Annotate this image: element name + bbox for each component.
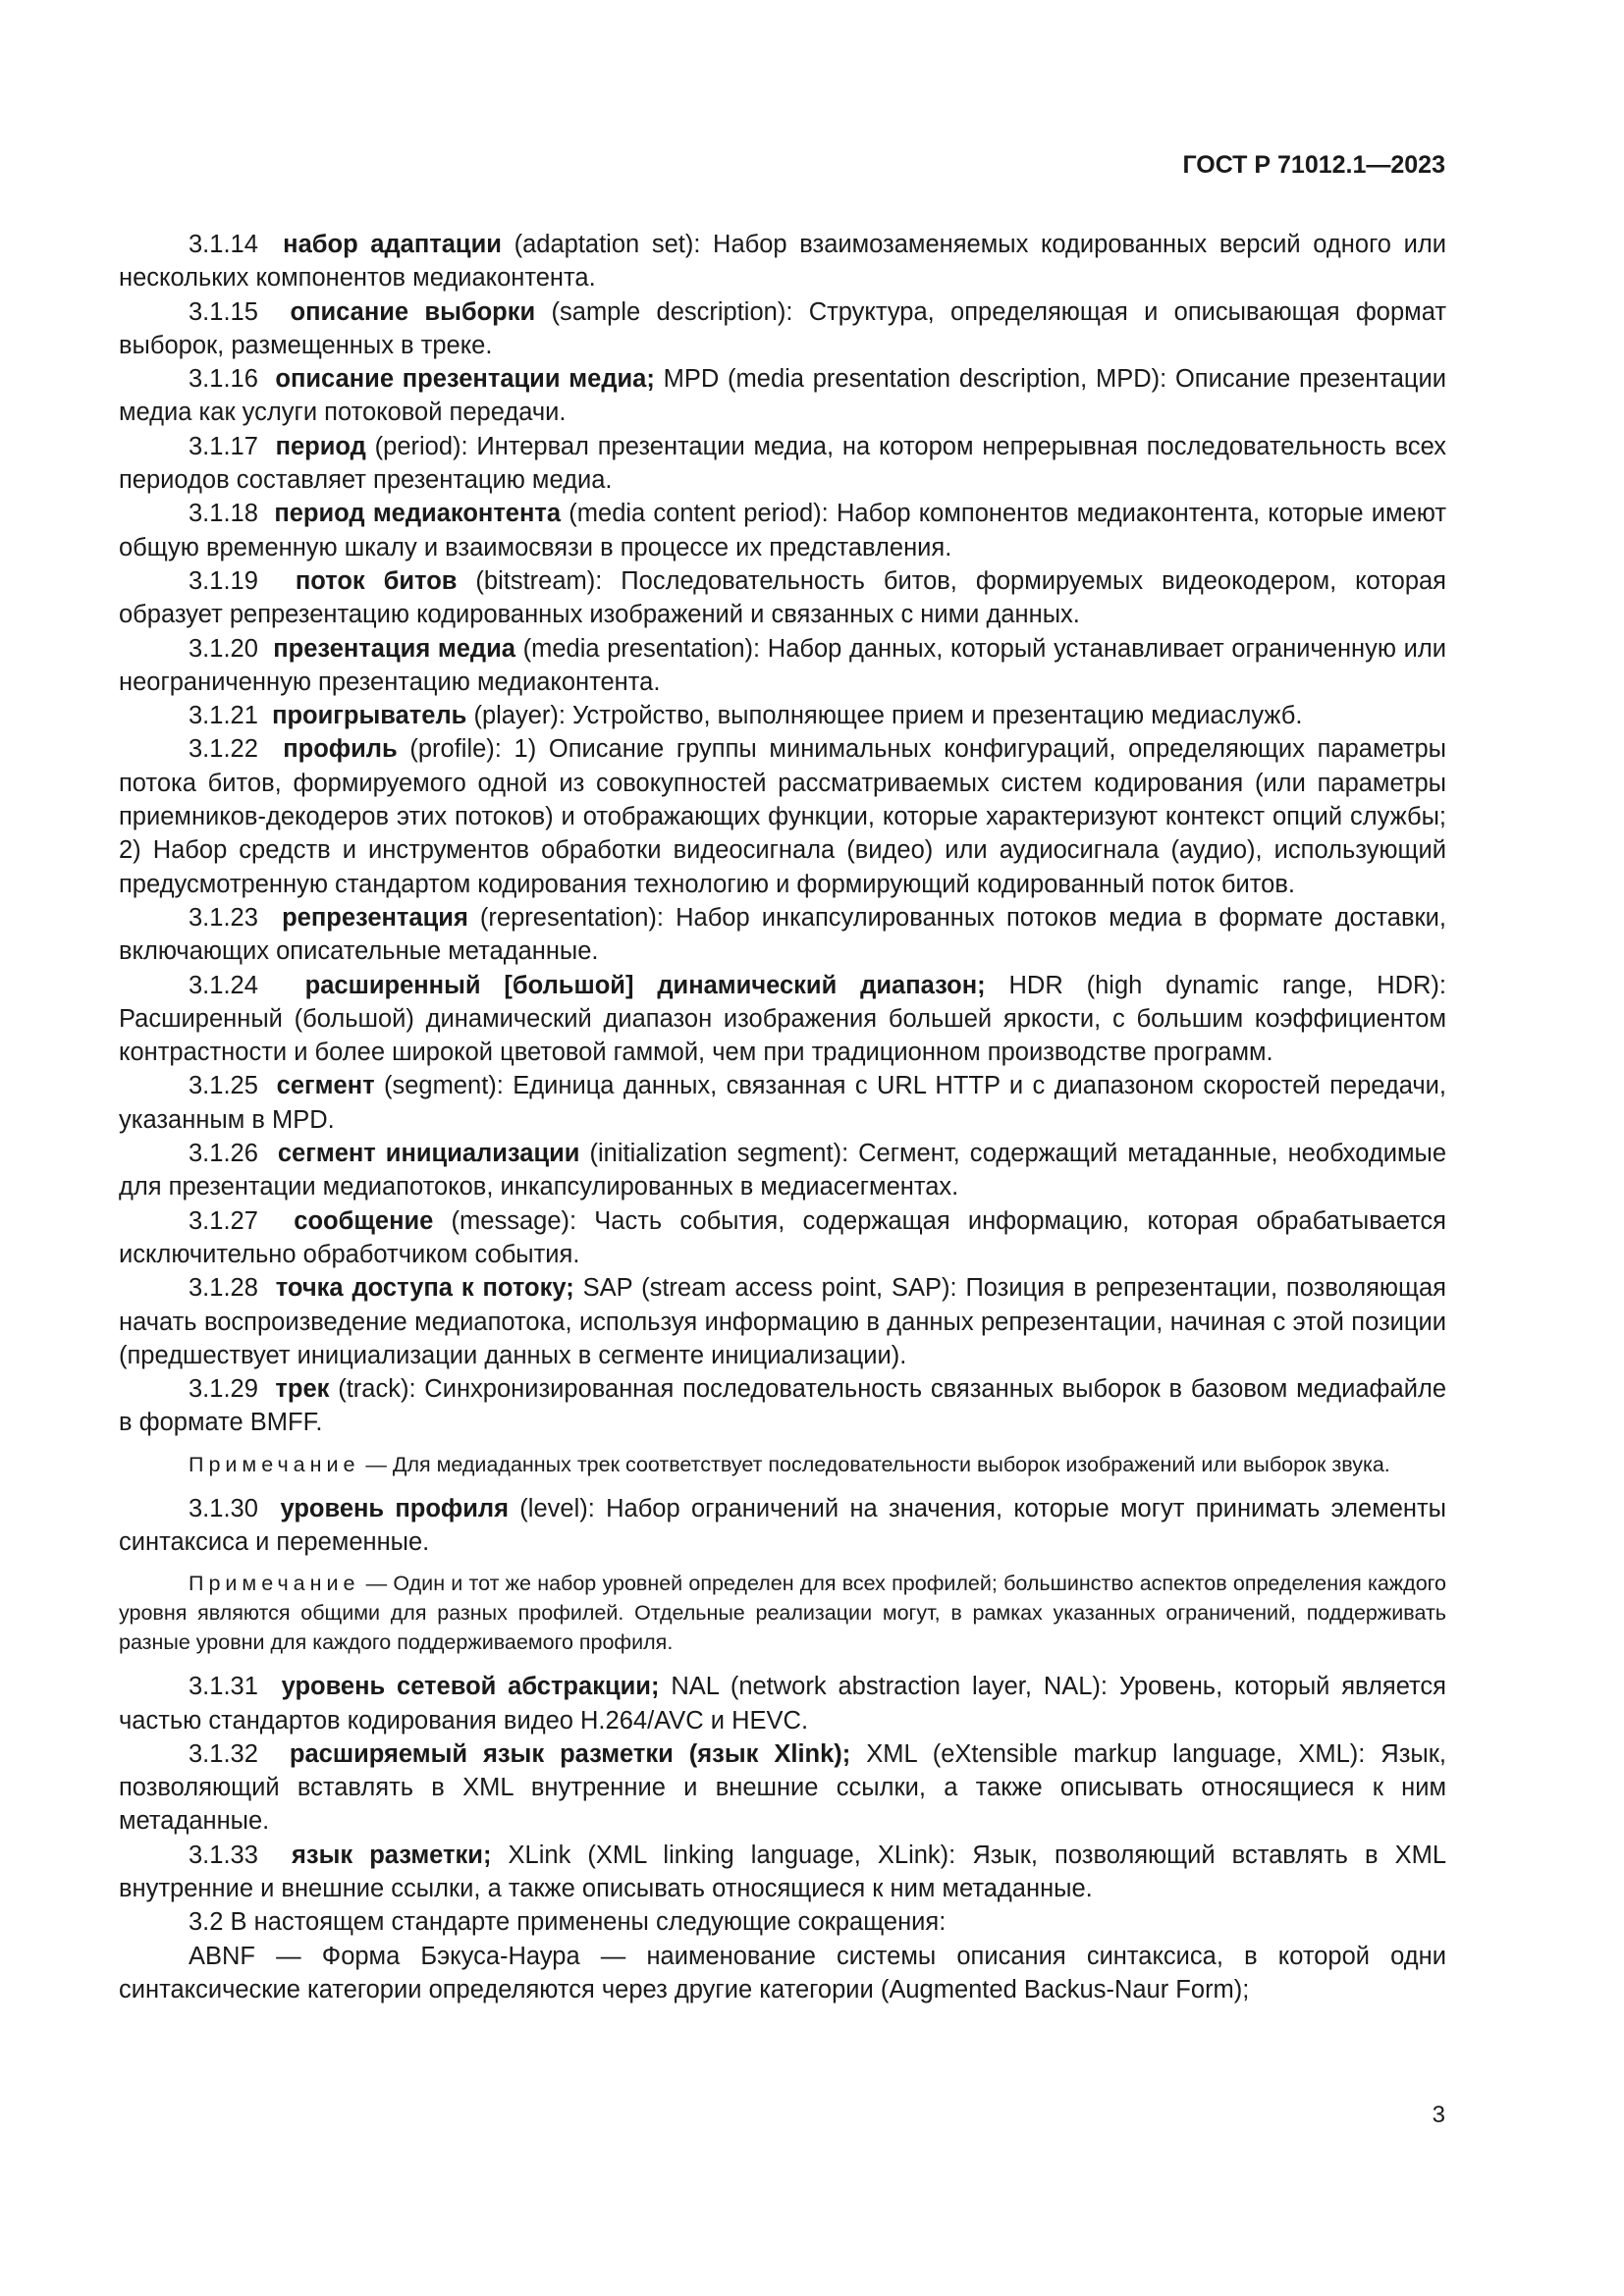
definition-term: поток битов (295, 566, 458, 595)
definition-paragraph (119, 430, 1446, 498)
definition-text: (track): Синхронизированная последовательность связанных выборок в базовом медиафайле в формате BMFF. (119, 1375, 1447, 1437)
document-body (119, 228, 1446, 2006)
definition-term: профиль (283, 735, 398, 764)
definition-paragraph (119, 1271, 1446, 1372)
definition-paragraph (119, 1737, 1446, 1839)
definition-term: описание презентации медиа; (275, 365, 655, 394)
definition-text: (level): Набор ограничений на значения, которые могут принимать элементы синтаксиса и переменные. (119, 1494, 1446, 1556)
definition-term: сообщение (294, 1206, 434, 1235)
definition-paragraph (119, 228, 1446, 295)
definition-number: 3.1.24 (189, 971, 258, 999)
definition-text: NAL (network abstraction layer, NAL): Уровень, который является частью стандартов кодирования видео H.264/AVC и HEVC. (119, 1673, 1446, 1735)
definition-number: 3.1.15 (189, 297, 258, 326)
definition-text: XLink (XML linking language, XLink): Язык, позволяющий вставлять в XML внутренние и внешние ссылки, а также описывать относящиеся к ним метаданные. (119, 1841, 1446, 1903)
definition-paragraph (119, 1670, 1446, 1737)
definition-paragraph (119, 295, 1446, 363)
definition-number: 3.1.20 (189, 634, 258, 663)
note-label: Примечание (189, 1452, 360, 1476)
definition-number: 3.1.29 (189, 1375, 258, 1404)
note-text: — Один и тот же набор уровней определен для всех профилей; большинство аспектов определения каждого уровня являются общими для разных профилей. Отдельные реализации могут, в рамках указанных ограничений, поддерживать разные уровни для каждого поддерживаемого профиля. (119, 1572, 1446, 1655)
definition-text: (sample description): Структура, определяющая и описывающая формат выборок, размещенных в треке. (119, 297, 1447, 359)
definition-text: (segment): Единица данных, связанная с URL HTTP и с диапазоном скоростей передачи, указанным в MPD. (119, 1072, 1447, 1134)
definition-paragraph (119, 901, 1446, 969)
definition-text: (player): Устройство, выполняющее прием и презентацию медиаслужб. (473, 702, 1303, 730)
definition-number: 3.1.16 (189, 365, 258, 394)
definition-paragraph (119, 1204, 1446, 1272)
definition-number: 3.1.28 (189, 1274, 258, 1303)
page-number: 3 (1432, 2102, 1445, 2128)
definition-term: язык разметки; (292, 1841, 492, 1869)
note-label: Примечание (189, 1572, 360, 1596)
document-header: ГОСТ Р 71012.1—2023 (1182, 151, 1445, 179)
definition-term: период (275, 432, 366, 460)
note-paragraph (119, 1569, 1446, 1657)
definition-number: 3.1.33 (189, 1841, 258, 1869)
definition-paragraph (119, 699, 1446, 732)
definition-number: 3.1.14 (189, 231, 258, 258)
definition-number: 3.1.26 (189, 1140, 258, 1168)
definition-number: 3.1.18 (189, 500, 258, 528)
text-paragraph: ABNF — Форма Бэкуса-Наура — наименование системы описания синтаксиса, в которой одни синтаксические категории определяются через другие категории (Augmented Backus-Naur Form); (119, 1942, 1446, 2003)
definition-paragraph (119, 969, 1446, 1070)
definition-term: уровень профиля (280, 1494, 509, 1522)
definition-text: (bitstream): Последовательность битов, формируемых видеокодером, которая образует репрезентацию кодированных изображений и связанных с ними данных. (119, 566, 1446, 629)
definition-paragraph (119, 632, 1446, 700)
definition-text: (media presentation): Набор данных, который устанавливает ограниченную или неограниченную презентацию медиаконтента. (119, 634, 1447, 696)
definition-paragraph (119, 1492, 1446, 1560)
definition-term: сегмент инициализации (277, 1140, 580, 1168)
definition-text: (profile): 1) Описание группы минимальных конфигураций, определяющих параметры потока битов, формируемого одной из совокупностей рассматриваемых систем кодирования (или параметры приемников-декодеров этих потоков) и отображающих функции, которые характеризуют контекст опций службы; 2) Набор средств и инструментов обработки видеосигнала (видео) или аудиосигнала (аудио), использующий предусмотренную стандартом кодирования технологию и формирующий кодированный поток битов. (119, 735, 1447, 898)
definition-term: репрезентация (282, 903, 468, 932)
definition-paragraph (119, 1137, 1446, 1204)
definition-text: HDR (high dynamic range, HDR): Расширенный (большой) динамический диапазон изображения большей яркости, с большим коэффициентом контрастности и более широкой цветовой гаммой, чем при традиционном производстве программ. (119, 971, 1446, 1067)
definition-number: 3.1.32 (189, 1739, 258, 1768)
definition-number: 3.1.30 (189, 1494, 258, 1522)
definition-paragraph (119, 1839, 1446, 1906)
definition-text: (representation): Набор инкапсулированных потоков медиа в формате доставки, включающих описательные метаданные. (119, 903, 1446, 966)
definition-number: 3.1.23 (189, 903, 258, 932)
definition-number: 3.1.31 (189, 1673, 258, 1701)
definition-paragraph (119, 1069, 1446, 1137)
definition-term: уровень сетевой абстракции; (281, 1673, 660, 1701)
definition-text: (adaptation set): Набор взаимозаменяемых кодированных версий одного или нескольких компонентов медиаконтента. (119, 231, 1446, 293)
definition-number: 3.1.22 (189, 735, 258, 764)
note-text: — Для медиаданных трек соответствует последовательности выборок изображений или выборок звука. (359, 1452, 1390, 1476)
definition-term: описание выборки (290, 297, 536, 326)
definition-text: SAP (stream access point, SAP): Позиция в репрезентации, позволяющая начать воспроизведение медиапотока, используя информацию в данных репрезентации, начиная с этой позиции (предшествует инициализации данных в сегменте инициализации). (119, 1274, 1446, 1369)
definition-term: проигрыватель (272, 702, 467, 730)
definition-paragraph (119, 497, 1446, 564)
note-paragraph (119, 1450, 1446, 1479)
definition-paragraph (119, 1372, 1446, 1440)
definition-text: (media content period): Набор компонентов медиаконтента, которые имеют общую временную шкалу и взаимосвязи в процессе их представления. (119, 500, 1447, 561)
definition-paragraph (119, 564, 1446, 632)
text-paragraph: 3.2 В настоящем стандарте применены следующие сокращения: (189, 1908, 947, 1937)
definition-number: 3.1.27 (189, 1206, 258, 1235)
definition-number: 3.1.25 (189, 1072, 258, 1100)
definition-text: (period): Интервал презентации медиа, на котором непрерывная последовательность всех периодов составляет презентацию медиа. (119, 432, 1446, 495)
definition-term: сегмент (276, 1072, 375, 1100)
definition-paragraph (119, 732, 1446, 900)
definition-text: (initialization segment): Сегмент, содержащий метаданные, необходимые для презентации медиапотоков, инкапсулированных в медиасегментах. (119, 1140, 1447, 1201)
definition-number: 3.1.19 (189, 566, 258, 595)
definition-text: (message): Часть события, содержащая информацию, которая обрабатывается исключительно обработчиком события. (119, 1206, 1446, 1268)
definition-term: период медиаконтента (274, 500, 562, 528)
definition-paragraph (119, 362, 1446, 430)
definition-term: точка доступа к потоку; (275, 1274, 574, 1303)
definition-number: 3.1.17 (189, 432, 258, 460)
definition-text: XML (eXtensible markup language, XML): Язык, позволяющий вставлять в XML внутренние и внешние ссылки, а также описывать относящиеся к ним метаданные. (119, 1739, 1446, 1836)
definition-number: 3.1.21 (189, 702, 258, 730)
definition-text: MPD (media presentation description, MPD): Описание презентации медиа как услуги потоковой передачи. (119, 365, 1446, 427)
definition-term: расширяемый язык разметки (язык Xlink); (289, 1739, 851, 1768)
definition-term: расширенный [большой] динамический диапазон; (304, 971, 986, 999)
definition-term: трек (275, 1375, 330, 1404)
definition-term: набор адаптации (283, 231, 502, 258)
definition-term: презентация медиа (273, 634, 515, 663)
